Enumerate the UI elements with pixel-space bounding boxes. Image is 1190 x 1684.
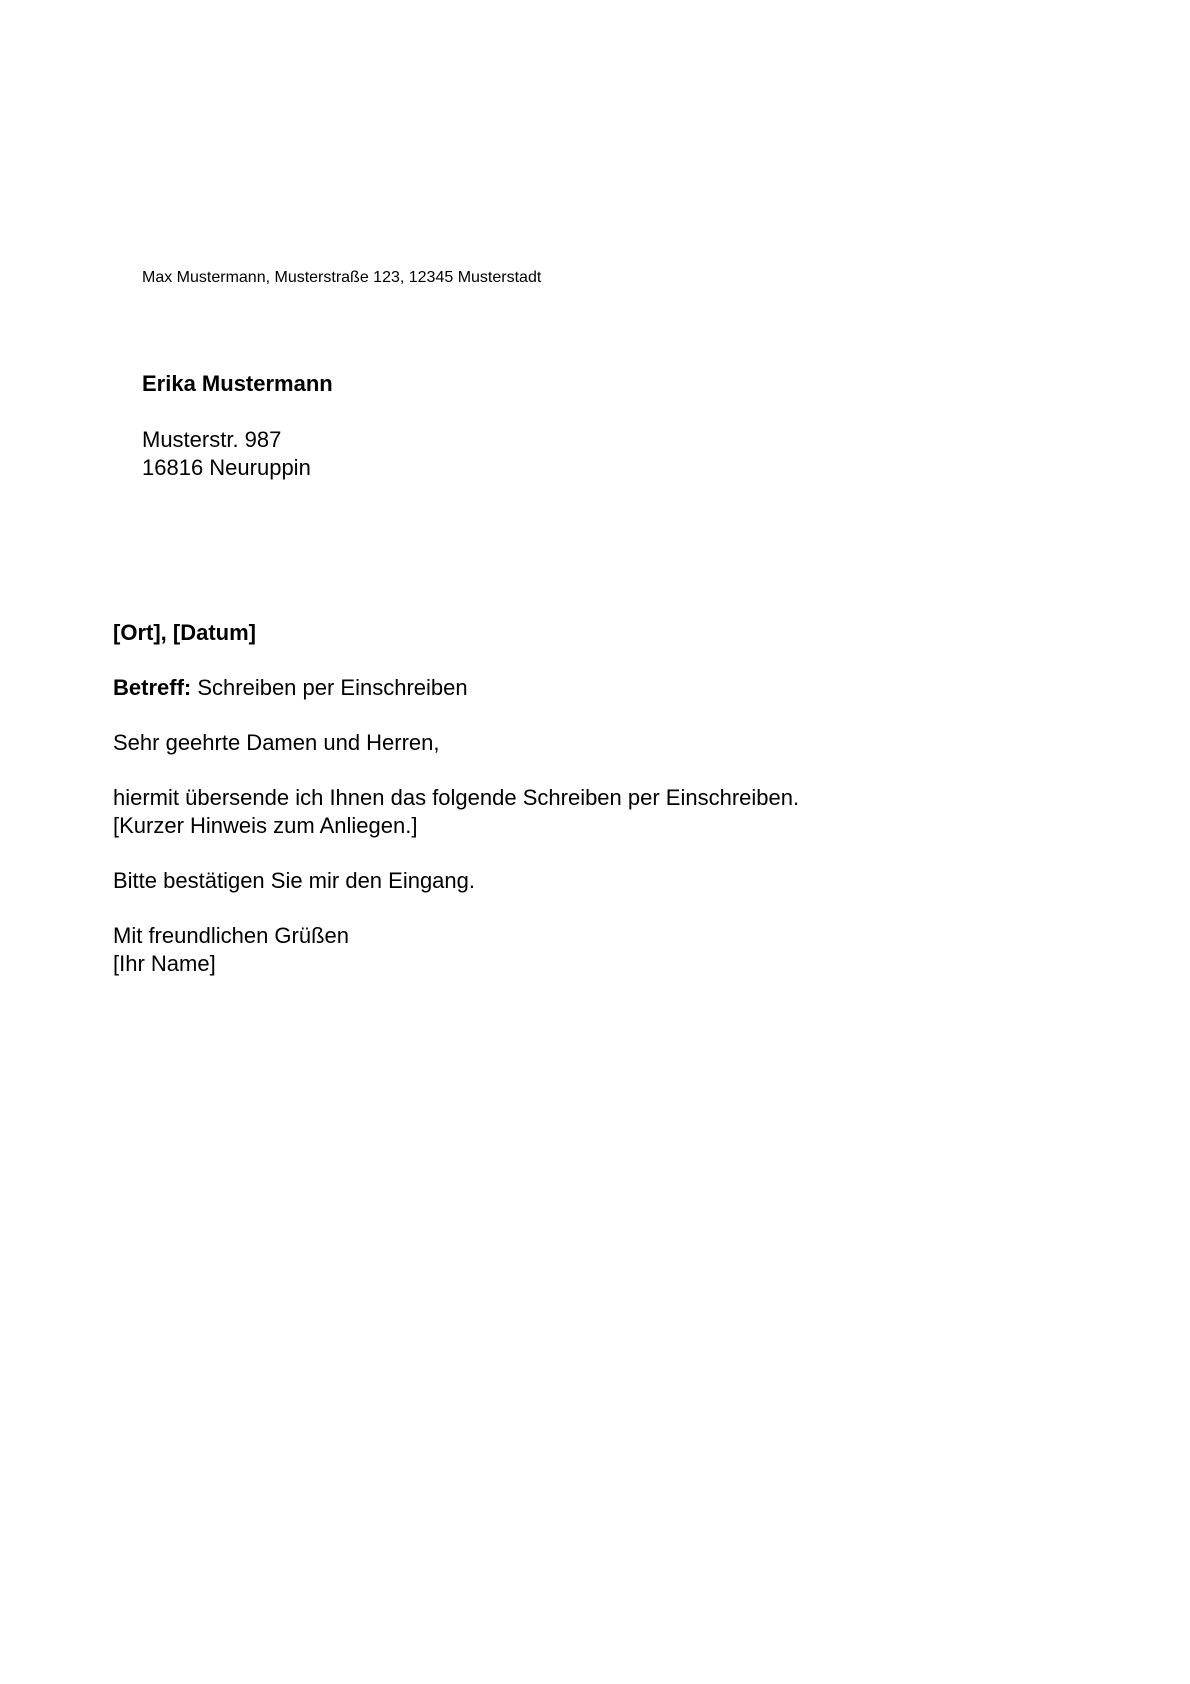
subject-text: Schreiben per Einschreiben — [191, 675, 468, 700]
letter-body — [113, 619, 1073, 1005]
body-line: [Kurzer Hinweis zum Anliegen.] — [113, 813, 418, 838]
closing-block — [113, 922, 1073, 978]
closing: Mit freundlichen Grüßen — [113, 923, 349, 948]
recipient-name: Erika Mustermann — [142, 371, 333, 396]
signature: [Ihr Name] — [113, 951, 216, 976]
body-line: hiermit übersende ich Ihnen das folgende Schreiben per Einschreiben. — [113, 785, 800, 810]
recipient-street: Musterstr. 987 — [142, 427, 282, 452]
recipient-city: 16816 Neuruppin — [142, 455, 311, 480]
subject-line — [113, 674, 1073, 702]
recipient-address-block — [142, 370, 333, 482]
body-paragraph — [113, 784, 1073, 840]
subject-label: Betreff: — [113, 675, 192, 700]
salutation: Sehr geehrte Damen und Herren, — [113, 730, 440, 755]
place-date: [Ort], [Datum] — [113, 620, 256, 645]
confirmation-request: Bitte bestätigen Sie mir den Eingang. — [113, 868, 476, 893]
sender-address-line: Max Mustermann, Musterstraße 123, 12345 Musterstadt — [142, 269, 542, 286]
